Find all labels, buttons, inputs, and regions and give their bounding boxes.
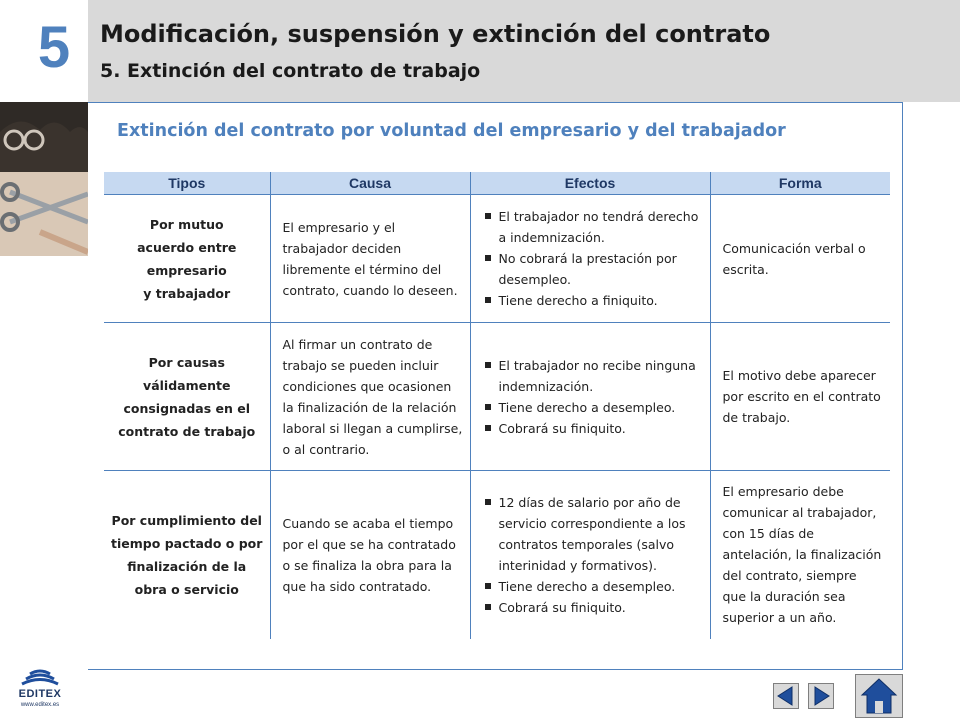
triangle-right-icon	[809, 684, 833, 708]
logo-url: www.editex.es	[20, 702, 60, 708]
list-item: Tiene derecho a finiquito.	[481, 290, 704, 311]
causa-cell: El empresario y el trabajador deciden libremente el término del contrato, cuando lo deseen.	[270, 195, 470, 323]
list-item: El trabajador no tendrá derecho a indemnización.	[481, 206, 704, 248]
list-item: Tiene derecho a desempleo.	[481, 576, 704, 597]
list-item: 12 días de salario por año de servicio correspondiente a los contratos temporales (salvo interinidad y formativos).	[481, 492, 704, 576]
tipo-line: Por mutuo	[149, 216, 224, 232]
tipo-line: contrato de trabajo	[118, 423, 256, 439]
tipo-line: acuerdo entre	[137, 239, 237, 255]
efectos-list	[481, 355, 704, 439]
table-header-row	[104, 172, 890, 195]
column-header: Forma	[710, 172, 890, 195]
tipo-cell	[104, 195, 270, 323]
causa-cell: Cuando se acaba el tiempo por el que se ha contratado o se finaliza la obra para la que ha sido contratado.	[270, 471, 470, 639]
next-slide-button[interactable]	[808, 683, 834, 709]
efectos-cell	[470, 323, 710, 471]
tipo-line: válidamente	[143, 377, 231, 393]
tipo-line: empresario	[146, 262, 227, 278]
column-header: Tipos	[104, 172, 270, 195]
forma-cell: El motivo debe aparecer por escrito en el contrato de trabajo.	[710, 323, 890, 471]
logo-text: EDITEX	[18, 688, 62, 700]
editex-logo-mark	[8, 668, 72, 688]
previous-slide-button[interactable]	[773, 683, 799, 709]
efectos-cell	[470, 195, 710, 323]
tipo-line: Por causas	[148, 354, 225, 370]
efectos-cell	[470, 471, 710, 639]
list-item: Cobrará su finiquito.	[481, 597, 704, 618]
page-title: Modificación, suspensión y extinción del contrato	[100, 20, 771, 48]
home-button[interactable]	[855, 674, 903, 718]
triangle-left-icon	[774, 684, 798, 708]
editex-logo	[8, 668, 72, 712]
list-item: No cobrará la prestación por desempleo.	[481, 248, 704, 290]
chapter-number: 5	[37, 15, 71, 80]
table-row	[104, 471, 890, 639]
list-item: Tiene derecho a desempleo.	[481, 397, 704, 418]
scissors-hand-image	[0, 102, 88, 256]
tipo-cell	[104, 323, 270, 471]
table-row	[104, 195, 890, 323]
causa-cell: Al firmar un contrato de trabajo se pueden incluir condiciones que ocasionen la finalización de la relación laboral si llegan a cumplirse, o al contrario.	[270, 323, 470, 471]
column-header: Efectos	[470, 172, 710, 195]
efectos-list	[481, 492, 704, 618]
efectos-list	[481, 206, 704, 311]
tipo-line: consignadas en el	[123, 400, 251, 416]
column-header: Causa	[270, 172, 470, 195]
header-band	[88, 0, 960, 102]
extinction-table	[104, 172, 890, 639]
section-title: Extinción del contrato por voluntad del empresario y del trabajador	[117, 121, 786, 141]
list-item: El trabajador no recibe ninguna indemnización.	[481, 355, 704, 397]
list-item: Cobrará su finiquito.	[481, 418, 704, 439]
forma-cell: Comunicación verbal o escrita.	[710, 195, 890, 323]
forma-cell: El empresario debe comunicar al trabajador, con 15 días de antelación, la finalización del contrato, siempre que la duración sea superior a un año.	[722, 484, 882, 626]
home-icon	[856, 675, 902, 717]
tipo-cell: Por cumplimiento del tiempo pactado o por finalización de la obra o servicio	[104, 471, 270, 639]
tipo-line: y trabajador	[143, 285, 231, 301]
table-row	[104, 323, 890, 471]
page-subtitle: 5. Extinción del contrato de trabajo	[100, 60, 481, 82]
